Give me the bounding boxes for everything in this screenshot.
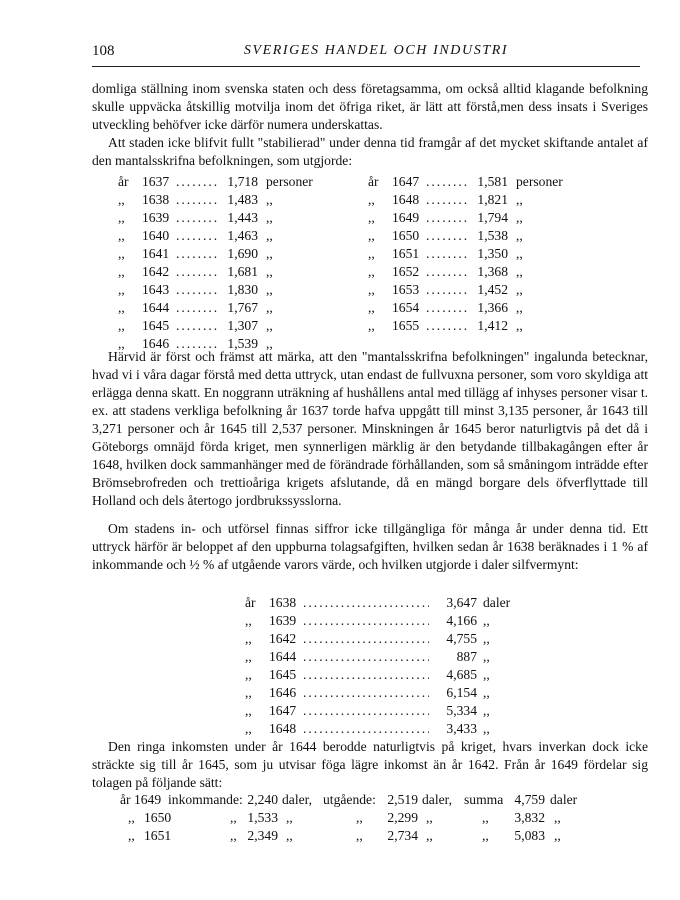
ditto-mark: ,, xyxy=(245,631,252,646)
toll-row xyxy=(245,720,555,738)
year: 1640 xyxy=(142,228,170,243)
toll-value: 5,334 xyxy=(446,703,477,718)
year: 1639 xyxy=(269,613,297,628)
unit-label: personer xyxy=(516,174,563,189)
year: 1655 xyxy=(392,318,420,333)
ditto-mark: ,, xyxy=(118,210,125,225)
ditto-mark: ,, xyxy=(266,318,273,333)
ditto-mark: ,, xyxy=(286,810,293,825)
header-rule xyxy=(92,66,640,67)
population-value: 1,821 xyxy=(477,192,508,207)
ditto-mark: ,, xyxy=(266,246,273,261)
outgoing-value: 2,734 xyxy=(387,828,418,843)
ditto-mark: ,, xyxy=(516,192,523,207)
ditto-mark: ,, xyxy=(516,318,523,333)
toll-table xyxy=(245,594,555,738)
ditto-mark: ,, xyxy=(118,318,125,333)
incoming-value: 2,349 xyxy=(247,828,278,843)
ditto-mark: ,, xyxy=(266,282,273,297)
year: 1645 xyxy=(269,667,297,682)
ditto-mark: ,, xyxy=(516,282,523,297)
ditto-mark: ,, xyxy=(128,810,135,825)
year: 1647 xyxy=(269,703,297,718)
ditto-mark: ,, xyxy=(128,828,135,843)
ditto-mark: ,, xyxy=(368,300,375,315)
ditto-mark: ,, xyxy=(516,210,523,225)
ditto-mark: ,, xyxy=(356,810,363,825)
sum-value: 5,083 xyxy=(514,828,545,843)
dot-leader xyxy=(426,173,468,191)
sum-label: summa xyxy=(464,792,504,807)
ditto-mark: ,, xyxy=(368,210,375,225)
dot-leader xyxy=(426,299,468,317)
ditto-mark: ,, xyxy=(482,810,489,825)
population-value: 1,538 xyxy=(477,228,508,243)
year: 1654 xyxy=(392,300,420,315)
dot-leader xyxy=(426,245,468,263)
year: 1651 xyxy=(144,828,172,843)
year: 1641 xyxy=(142,246,170,261)
year: 1652 xyxy=(392,264,420,279)
population-row xyxy=(118,209,598,227)
ditto-mark: ,, xyxy=(516,246,523,261)
ditto-mark: ,, xyxy=(118,336,125,351)
population-table-right xyxy=(118,173,598,335)
ditto-mark: ,, xyxy=(230,810,237,825)
page-header xyxy=(92,43,640,63)
year: 1638 xyxy=(142,192,170,207)
dot-leader xyxy=(426,191,468,209)
sum-value: 3,832 xyxy=(514,810,545,825)
toll-row xyxy=(245,612,555,630)
year: 1638 xyxy=(269,595,297,610)
ditto-mark: ,, xyxy=(266,210,273,225)
year: 1648 xyxy=(269,721,297,736)
ditto-mark: ,, xyxy=(118,300,125,315)
population-value: 1,463 xyxy=(227,228,258,243)
ditto-mark: ,, xyxy=(245,685,252,700)
ditto-mark: ,, xyxy=(483,613,490,628)
year-prefix: år xyxy=(118,174,129,189)
dot-leader xyxy=(303,666,429,684)
year: 1648 xyxy=(392,192,420,207)
split-row xyxy=(120,809,640,827)
ditto-mark: ,, xyxy=(516,228,523,243)
ditto-mark: ,, xyxy=(554,828,561,843)
dot-leader xyxy=(426,209,468,227)
year: 1650 xyxy=(392,228,420,243)
ditto-mark: ,, xyxy=(266,264,273,279)
ditto-mark: ,, xyxy=(266,300,273,315)
split-row xyxy=(120,791,640,809)
population-row xyxy=(118,191,598,209)
split-row xyxy=(120,827,640,845)
year: 1651 xyxy=(392,246,420,261)
population-value: 1,307 xyxy=(227,318,258,333)
paragraph-3: Härvid är först och främst att märka, att den "mantalsskrifna befolkningen" ingalunda betecknar, hvad vi i våra dagar förstå med detta uttryck, utan endast de fullvuxna personer, som voro skyldiga att erlägga denna skatt. En noggrann uträkning af hushållens antal med tillägg af inhyses personer visar t. ex. att stadens verkliga befolkning år 1637 torde hafva uppgått till minst 3,135 personer, år 1643 till 3,271 personer och år 1645 till 2,537 personer. Minskningen år 1645 beror naturligtvis på det då i Göteborgs omnäjd förda kriget, men synnerligen märklig är den betydande tillbakagången efter år 1648, hvilken dock sammanhänger med de förändrade förhållanden, som så småningom inträdde efter Brömsebrofreden och trettioåriga krigets afslutande, då en mängd borgare dels öfverflyttade till Holland och dels återtogo jordbrukssysslorna. xyxy=(92,349,648,508)
toll-value: 3,647 xyxy=(446,595,477,610)
population-row xyxy=(118,299,598,317)
ditto-mark: ,, xyxy=(483,649,490,664)
population-value: 1,368 xyxy=(477,264,508,279)
population-value: 1,581 xyxy=(477,174,508,189)
running-title: SVERIGES HANDEL OCH INDUSTRI xyxy=(243,43,509,58)
ditto-mark: ,, xyxy=(426,810,433,825)
toll-row xyxy=(245,630,555,648)
year: 1650 xyxy=(144,810,172,825)
paragraph-3-block xyxy=(92,348,648,510)
dot-leader xyxy=(303,648,429,666)
year: 1643 xyxy=(142,282,170,297)
toll-row xyxy=(245,666,555,684)
ditto-mark: ,, xyxy=(516,300,523,315)
population-row xyxy=(118,227,598,245)
population-row xyxy=(118,281,598,299)
population-row xyxy=(118,317,598,335)
year-label: år 1649 xyxy=(120,792,162,807)
toll-row xyxy=(245,594,555,612)
toll-value: 4,166 xyxy=(446,613,477,628)
toll-row xyxy=(245,702,555,720)
paragraph-2-block xyxy=(92,134,648,170)
paragraph-4: Om stadens in- och utförsel finnas siffror icke tillgängliga för många år under denna tid. Ett uttryck härför är beloppet af den uppburna tolagsafgiften, hvilken sedan år 1638 beräknades i 1 % af inkommande och ½ % af utgående varors värde, och hvilken utgjorde i daler silfvermynt: xyxy=(92,521,648,572)
ditto-mark: ,, xyxy=(118,264,125,279)
ditto-mark: ,, xyxy=(245,613,252,628)
year-prefix: år xyxy=(368,174,379,189)
toll-split-table xyxy=(120,791,640,845)
ditto-mark: ,, xyxy=(368,228,375,243)
ditto-mark: ,, xyxy=(118,246,125,261)
year: 1645 xyxy=(142,318,170,333)
toll-value: 887 xyxy=(456,649,477,664)
dot-leader xyxy=(426,281,468,299)
ditto-mark: ,, xyxy=(482,828,489,843)
outgoing-label: utgående: xyxy=(323,792,376,807)
ditto-mark: ,, xyxy=(118,282,125,297)
paragraph-1: domliga ställning inom svenska staten och dess företagsamma, om också alltid klagande befolkning skulle uppväcka åtskillig motvilja inom det öfriga riket, är lätt att förstå,men dess insats i Sveriges utveckling behöfver icke därför numera underskattas. xyxy=(92,81,648,132)
population-value: 1,794 xyxy=(477,210,508,225)
population-value: 1,767 xyxy=(227,300,258,315)
outgoing-value: 2,299 xyxy=(387,810,418,825)
ditto-mark: ,, xyxy=(266,192,273,207)
ditto-mark: ,, xyxy=(230,828,237,843)
ditto-mark: ,, xyxy=(368,318,375,333)
ditto-mark: ,, xyxy=(554,810,561,825)
ditto-mark: ,, xyxy=(483,631,490,646)
population-value: 1,718 xyxy=(227,174,258,189)
ditto-mark: ,, xyxy=(245,649,252,664)
population-value: 1,690 xyxy=(227,246,258,261)
population-row xyxy=(118,263,598,281)
year: 1646 xyxy=(269,685,297,700)
ditto-mark: ,, xyxy=(368,264,375,279)
year: 1644 xyxy=(142,300,170,315)
year: 1653 xyxy=(392,282,420,297)
population-value: 1,681 xyxy=(227,264,258,279)
unit-label: daler xyxy=(550,792,578,807)
year: 1644 xyxy=(269,649,297,664)
dot-leader xyxy=(303,630,429,648)
sum-value: 4,759 xyxy=(514,792,545,807)
year: 1642 xyxy=(142,264,170,279)
dot-leader xyxy=(426,317,468,335)
toll-row xyxy=(245,648,555,666)
population-row xyxy=(118,245,598,263)
paragraph-4-block xyxy=(92,520,648,574)
ditto-mark: ,, xyxy=(245,703,252,718)
ditto-mark: ,, xyxy=(118,192,125,207)
paragraph-1-block xyxy=(92,80,648,134)
year: 1646 xyxy=(142,336,170,351)
ditto-mark: ,, xyxy=(483,685,490,700)
incoming-value: 1,533 xyxy=(247,810,278,825)
ditto-mark: ,, xyxy=(286,828,293,843)
ditto-mark: ,, xyxy=(368,192,375,207)
ditto-mark: ,, xyxy=(426,828,433,843)
population-value: 1,830 xyxy=(227,282,258,297)
toll-row xyxy=(245,684,555,702)
year: 1639 xyxy=(142,210,170,225)
dot-leader xyxy=(303,594,429,612)
population-value: 1,539 xyxy=(227,336,258,351)
paragraph-2: Att staden icke blifvit fullt "stabilierad" under denna tid framgår af det mycket skiftande antalet af den mantalsskrifna befolkningen, som utgjorde: xyxy=(92,135,648,168)
population-value: 1,350 xyxy=(477,246,508,261)
unit-label: daler, xyxy=(422,792,453,807)
ditto-mark: ,, xyxy=(483,703,490,718)
unit-label: daler, xyxy=(282,792,313,807)
paragraph-5-block xyxy=(92,738,648,792)
unit-label: personer xyxy=(266,174,313,189)
population-table xyxy=(118,173,598,353)
population-row xyxy=(118,173,598,191)
dot-leader xyxy=(426,263,468,281)
year: 1647 xyxy=(392,174,420,189)
ditto-mark: ,, xyxy=(266,336,273,351)
year: 1637 xyxy=(142,174,170,189)
ditto-mark: ,, xyxy=(516,264,523,279)
population-value: 1,483 xyxy=(227,192,258,207)
ditto-mark: ,, xyxy=(483,721,490,736)
toll-value: 4,685 xyxy=(446,667,477,682)
ditto-mark: ,, xyxy=(368,246,375,261)
dot-leader xyxy=(426,227,468,245)
year-prefix: år xyxy=(245,595,256,610)
population-value: 1,412 xyxy=(477,318,508,333)
toll-value: 4,755 xyxy=(446,631,477,646)
dot-leader xyxy=(303,702,429,720)
ditto-mark: ,, xyxy=(245,721,252,736)
incoming-value: 2,240 xyxy=(247,792,278,807)
outgoing-value: 2,519 xyxy=(387,792,418,807)
population-value: 1,452 xyxy=(477,282,508,297)
ditto-mark: ,, xyxy=(368,282,375,297)
year: 1649 xyxy=(392,210,420,225)
dot-leader xyxy=(303,612,429,630)
ditto-mark: ,, xyxy=(245,667,252,682)
unit-label: daler xyxy=(483,595,511,610)
toll-value: 6,154 xyxy=(446,685,477,700)
toll-value: 3,433 xyxy=(446,721,477,736)
paragraph-5: Den ringa inkomsten under år 1644 berodde naturligtvis på kriget, hvars inverkan dock icke sträckte sig till år 1645, som ju utvisar föga lägre inkomst än år 1642. Från år 1649 fördelar sig tolagen på följande sätt: xyxy=(92,739,648,790)
ditto-mark: ,, xyxy=(483,667,490,682)
ditto-mark: ,, xyxy=(118,228,125,243)
year: 1642 xyxy=(269,631,297,646)
dot-leader xyxy=(303,720,429,738)
ditto-mark: ,, xyxy=(266,228,273,243)
population-value: 1,366 xyxy=(477,300,508,315)
population-value: 1,443 xyxy=(227,210,258,225)
page-number: 108 xyxy=(92,43,115,59)
incoming-label: inkommande: xyxy=(168,792,243,807)
ditto-mark: ,, xyxy=(356,828,363,843)
dot-leader xyxy=(303,684,429,702)
